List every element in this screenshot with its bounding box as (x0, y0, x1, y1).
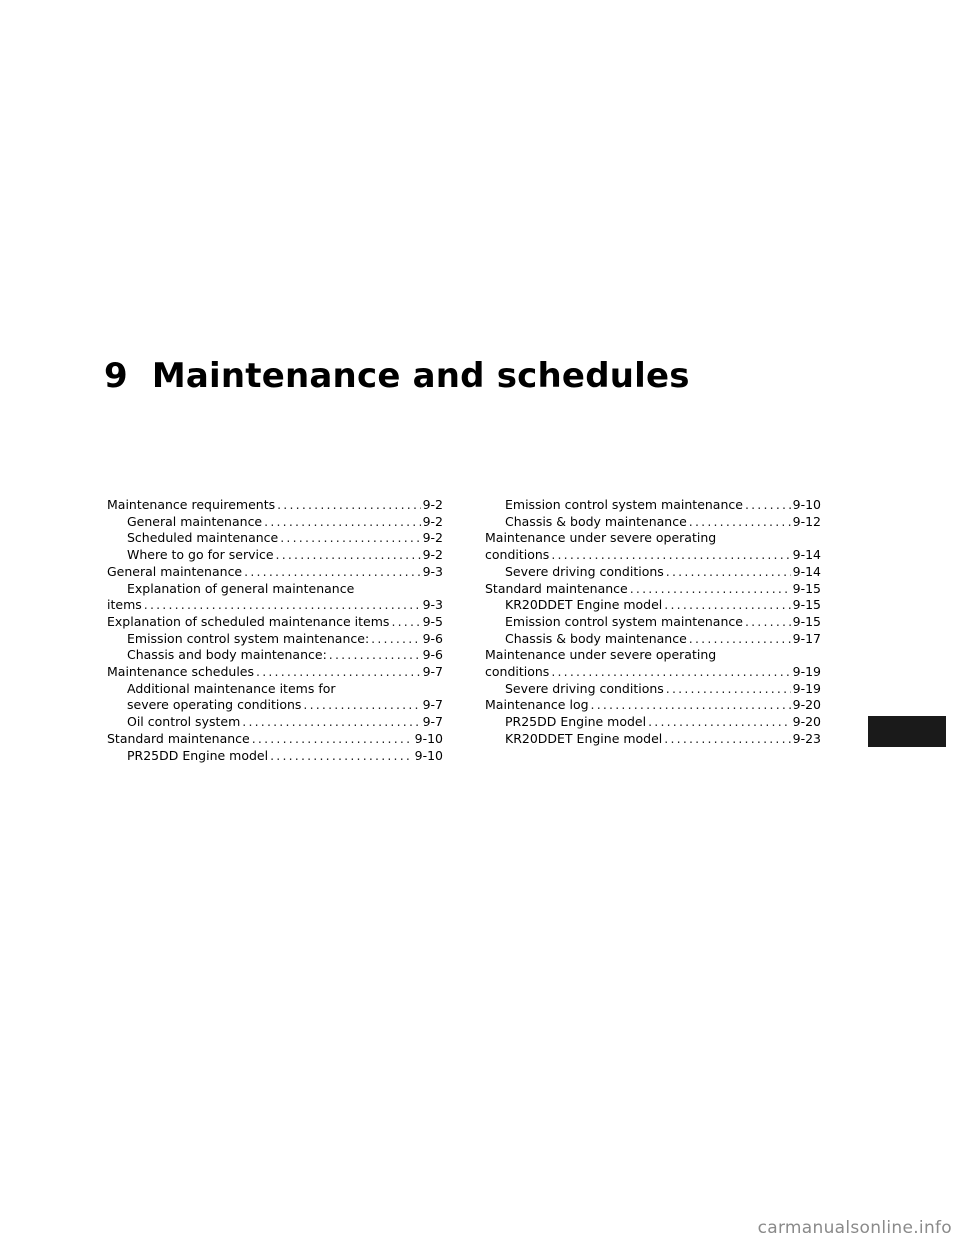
toc-leader-dots (630, 581, 791, 598)
toc-leader-dots (242, 714, 420, 731)
toc-left-column (107, 497, 443, 764)
toc-page-number: 9-10 (792, 497, 821, 512)
chapter-title-text: Maintenance and schedules (151, 356, 690, 396)
toc-entry[interactable] (107, 564, 443, 581)
toc-page-number: 9-15 (792, 613, 821, 629)
toc-page-number: 9-5 (422, 613, 443, 629)
toc-entry[interactable] (107, 731, 443, 748)
toc-leader-dots (303, 697, 420, 714)
toc-entry[interactable] (485, 731, 821, 748)
toc-entry[interactable] (485, 697, 821, 714)
toc-leader-dots (371, 631, 420, 648)
toc-page-number: 9-20 (792, 714, 821, 730)
toc-entry[interactable] (107, 581, 443, 614)
toc-page-number: 9-3 (422, 597, 443, 613)
toc-entry[interactable] (485, 614, 821, 631)
toc-leader-dots (648, 714, 791, 731)
toc-right-column (485, 497, 821, 748)
toc-page-number: 9-6 (422, 630, 443, 646)
toc-entry-label: Maintenance log (485, 697, 589, 713)
toc-entry-label: Maintenance requirements (107, 497, 276, 512)
toc-page-number: 9-3 (422, 563, 443, 579)
toc-entry-label: Emission control system maintenance (505, 497, 743, 512)
toc-page-number: 9-14 (792, 563, 821, 579)
toc-entry-label: Emission control system maintenance: (127, 630, 370, 646)
toc-page-number: 9-14 (792, 547, 821, 563)
toc-entry[interactable] (485, 714, 821, 731)
toc-leader-dots (664, 731, 790, 748)
toc-entry[interactable] (107, 614, 443, 631)
toc-entry-label: Standard maintenance (107, 730, 250, 746)
toc-leader-dots (280, 530, 420, 547)
toc-entry[interactable] (485, 581, 821, 598)
toc-page-number: 9-10 (414, 747, 443, 763)
toc-entry-label-line: Additional maintenance items for (127, 680, 336, 696)
toc-entry-label: severe operating conditions (127, 697, 302, 713)
toc-page-number: 9-17 (792, 630, 821, 646)
toc-leader-dots (264, 514, 420, 531)
toc-leader-dots (745, 614, 791, 631)
toc-page-number: 9-19 (792, 664, 821, 680)
toc-entry[interactable] (485, 631, 821, 648)
toc-entry-label: PR25DD Engine model (127, 747, 269, 763)
toc-entry-label-line: Explanation of general maintenance (127, 580, 355, 596)
toc-page-number: 9-7 (422, 697, 443, 713)
toc-leader-dots (329, 647, 421, 664)
toc-leader-dots (591, 697, 791, 714)
toc-page-number: 9-2 (422, 497, 443, 512)
toc-entry[interactable] (107, 631, 443, 648)
toc-entry-label: Standard maintenance (485, 580, 628, 596)
toc-page-number: 9-2 (422, 547, 443, 563)
toc-page-number: 9-10 (414, 730, 443, 746)
toc-page-number: 9-6 (422, 647, 443, 663)
chapter-tab-marker (868, 716, 946, 747)
toc-entry[interactable] (107, 530, 443, 547)
toc-entry[interactable] (107, 547, 443, 564)
toc-entry[interactable] (485, 530, 821, 563)
toc-leader-dots (664, 597, 790, 614)
toc-leader-dots (276, 547, 421, 564)
toc-entry[interactable] (107, 514, 443, 531)
toc-entry-label: Emission control system maintenance (505, 613, 743, 629)
toc-leader-dots (256, 664, 421, 681)
watermark: carmanualsonline.info (757, 1218, 952, 1238)
toc-page-number: 9-2 (422, 513, 443, 529)
toc-leader-dots (551, 664, 790, 681)
toc-entry[interactable] (485, 497, 821, 514)
toc-entry[interactable] (485, 681, 821, 698)
toc-leader-dots (666, 564, 791, 581)
toc-entry-label-line: Maintenance under severe operating (485, 530, 717, 546)
toc-leader-dots (666, 681, 791, 698)
toc-entry[interactable] (107, 647, 443, 664)
toc-entry-label: items (107, 597, 142, 613)
toc-entry-label: KR20DDET Engine model (505, 730, 663, 746)
toc-page-number: 9-2 (422, 530, 443, 546)
toc-page-number: 9-7 (422, 714, 443, 730)
toc-page-number: 9-15 (792, 597, 821, 613)
toc-entry-label-line: Maintenance under severe operating (485, 647, 717, 663)
toc-entry[interactable] (107, 748, 443, 765)
toc-entry-label: General maintenance (127, 513, 263, 529)
toc-entry-label: Scheduled maintenance (127, 530, 279, 546)
toc-leader-dots (144, 597, 421, 614)
toc-entry[interactable] (485, 564, 821, 581)
toc-page-number: 9-15 (792, 580, 821, 596)
toc-entry[interactable] (107, 681, 443, 714)
toc-entry-label: Oil control system (127, 714, 241, 730)
toc-page-number: 9-19 (792, 680, 821, 696)
chapter-title (104, 356, 690, 396)
toc-entry-label: Chassis and body maintenance: (127, 647, 327, 663)
toc-entry-label: Chassis & body maintenance (505, 630, 687, 646)
toc-entry-label: PR25DD Engine model (505, 714, 647, 730)
toc-page-number: 9-20 (792, 697, 821, 713)
chapter-number: 9 (104, 356, 128, 396)
toc-entry[interactable] (107, 664, 443, 681)
toc-entry[interactable] (485, 647, 821, 680)
toc-entry-label: conditions (485, 547, 550, 563)
toc-entry[interactable] (485, 514, 821, 531)
toc-entry-label: Severe driving conditions (505, 680, 664, 696)
toc-leader-dots (689, 631, 791, 648)
toc-entry[interactable] (107, 497, 443, 514)
toc-leader-dots (391, 614, 420, 631)
toc-entry-label: Severe driving conditions (505, 563, 664, 579)
toc-leader-dots (270, 748, 413, 765)
toc-entry-label: Chassis & body maintenance (505, 513, 687, 529)
toc-page-number: 9-7 (422, 664, 443, 680)
toc-leader-dots (277, 497, 420, 514)
toc-leader-dots (244, 564, 420, 581)
toc-entry-label: General maintenance (107, 563, 243, 579)
toc-leader-dots (745, 497, 791, 514)
toc-entry-label: conditions (485, 664, 550, 680)
toc-entry-label: Maintenance schedules (107, 664, 255, 680)
toc-leader-dots (252, 731, 413, 748)
toc-leader-dots (689, 514, 791, 531)
toc-entry-label: Explanation of scheduled maintenance items (107, 613, 390, 629)
toc-entry-label: KR20DDET Engine model (505, 597, 663, 613)
toc-entry[interactable] (107, 714, 443, 731)
toc-entry[interactable] (485, 597, 821, 614)
toc-entry-label: Where to go for service (127, 547, 274, 563)
toc-page-number: 9-12 (792, 513, 821, 529)
toc-page-number: 9-23 (792, 730, 821, 746)
toc-leader-dots (551, 547, 790, 564)
